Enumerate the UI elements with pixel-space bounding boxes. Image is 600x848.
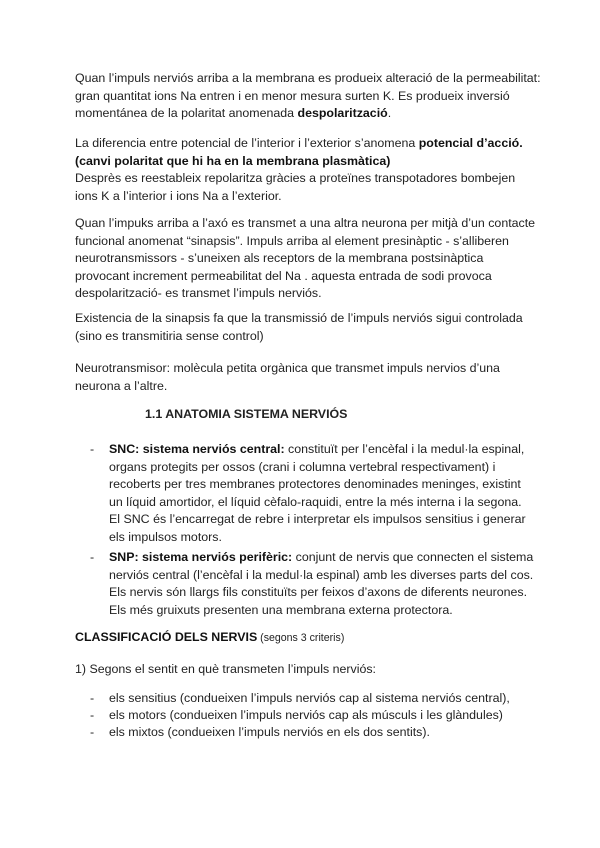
list-item-snp (90, 549, 550, 624)
text-line: Quan l’impuks arriba a l’axó es transmet a una altra neurona per mitjà d’un contacte (75, 216, 536, 230)
bullet-dash: - (90, 550, 95, 564)
paragraph-synapse-control (75, 310, 545, 345)
criterion-1: 1) Segons el sentit en què transmeten l’impuls nerviós: (75, 662, 376, 676)
text-line: despolarització- es transmet l’impuls nerviós. (75, 286, 322, 301)
list-item-snc (90, 441, 550, 551)
classification-title: CLASSIFICACIÓ DELS NERVIS (segons 3 criteris) (75, 630, 345, 644)
term-snp: SNP: sistema nerviós perifèric: (109, 550, 293, 564)
text-line: provocant increment permeabilitat del Na . aquesta entrada de sodi provoca (75, 268, 492, 283)
paragraph-impulse-membrane (75, 70, 545, 123)
list-item: - els sensitius (condueixen l’impuls nerviós cap al sistema nerviós central), (90, 691, 510, 705)
text-line: Desprès es reestableix repolaritza gràcies a proteïnes transpotadores bombejen (75, 171, 516, 186)
text-line: Quan l’impuls nerviós arriba a la membrana es produeix alteració de la permeabilitat: (75, 71, 541, 85)
term-depolarization: despolarització (297, 106, 388, 121)
list-item: - els mixtos (condueixen l’impuls nerviós en els dos sentits). (90, 725, 430, 739)
text-line: funcional anomenat “sinapsis”. Impuls arriba al element presinàptic - s’alliberen (75, 233, 509, 248)
text-line: Neurotransmisor: molècula petita orgànica que transmet impuls nervios d’una (75, 361, 500, 375)
term-action-potential: potencial d’acció. (418, 136, 523, 150)
section-heading: 1.1 ANATOMIA SISTEMA NERVIÓS (145, 407, 348, 421)
text-line: (sino es transmitiria sense control) (75, 328, 264, 343)
text-line: neurona a l’altre. (75, 378, 168, 393)
list-item-text: SNP: sistema nerviós perifèric: conjunt de nervis que connecten el sistema nerviós central (l’encèfal i la medul·la espinal) amb les diverses parts del cos. Els nervis són llargs fils constituïts per feixos d’axons de diferents neurones. Els més gruixuts presenten una membrana externa protectora. (109, 550, 534, 617)
text-line: Existencia de la sinapsis fa que la transmissió de l’impuls nerviós sigui controlada (75, 311, 523, 325)
text-line: La diferencia entre potencial de l’interior i l’exterior s’anomena potencial d’acció. (75, 136, 523, 150)
text-line: ions K a l’interior i ions Na a l’exterior. (75, 188, 282, 203)
list-item: - els motors (condueixen l’impuls nerviós cap als músculs i les glàndules) (90, 708, 503, 722)
paragraph-action-potential (75, 135, 545, 205)
text-line: (canvi polaritat que hi ha en la membrana plasmàtica) (75, 153, 391, 168)
text-line: gran quantitat ions Na entren i en menor mesura surten K. Es produeix inversió (75, 88, 510, 103)
list-item-text: SNC: sistema nerviós central: constituït per l’encèfal i la medul·la espinal, organs protegits per ossos (crani i columna vertebral respectivament) i recoberts per tres membranes protectores denominades meninges, existint un líquid amortidor, el líquid cèfalo-raquidi, entre la més interna i la segona. El SNC és l’encarregat de rebre i interpretar els impulsos sensitius i generar els impulsos motors. (109, 442, 526, 544)
bullet-dash: - (90, 442, 95, 456)
paragraph-neurotransmitter (75, 360, 545, 395)
text-line: neurotransmissors - s’uneixen als receptors de la membrana postsinàptica (75, 251, 484, 266)
term-snc: SNC: sistema nerviós central: (109, 442, 285, 456)
paragraph-synapse (75, 215, 545, 303)
text-line: momentánea de la polaritat anomenada despolarització. (75, 106, 392, 121)
